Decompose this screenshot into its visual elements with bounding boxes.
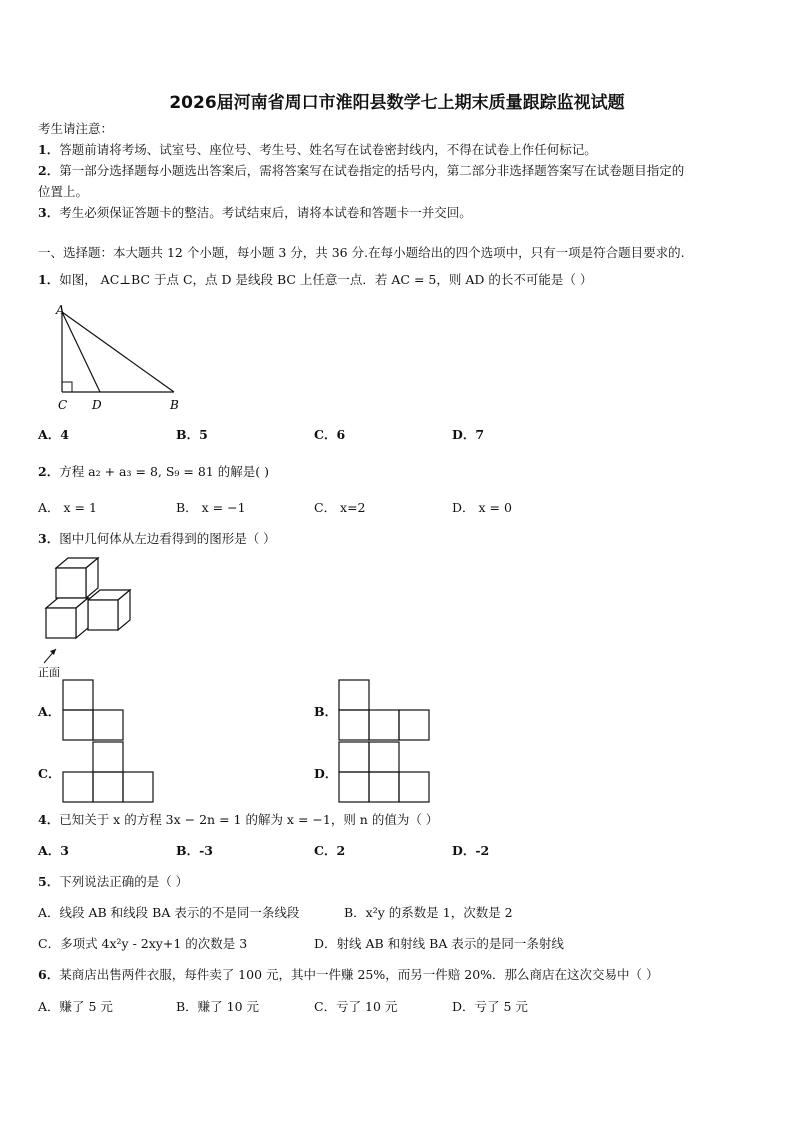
q1-option-b: B．5 (176, 427, 208, 442)
q2-option-b: B． x = −1 (176, 500, 246, 515)
q4-option-b: B．-3 (176, 843, 213, 858)
q2-option-c: C． x=2 (314, 500, 366, 515)
q6-option-b: B．赚了 10 元 (176, 999, 260, 1014)
question-4: 4．已知关于 x 的方程 3x − 2n = 1 的解为 x = −1，则 n 的值为（ ） (38, 812, 439, 827)
q4-option-a: A．3 (38, 843, 69, 858)
q1-option-a: A．4 (38, 427, 69, 442)
q1-option-d: D．7 (452, 427, 485, 442)
q1-option-c: C．6 (314, 427, 346, 442)
q6-option-d: D．亏了 5 元 (452, 999, 528, 1014)
notice-heading: 考生请注意： (38, 121, 114, 136)
q2-option-a: A． x = 1 (38, 500, 97, 515)
q3-cube-figure (38, 555, 168, 680)
fig-label-c: C (58, 398, 68, 412)
notice-item-1: 1．答题前请将考场、试室号、座位号、考生号、姓名写在试卷密封线内，不得在试卷上作任何标记。 (38, 142, 597, 157)
q4-option-c: C．2 (314, 843, 346, 858)
q5-option-c: C．多项式 4x²y - 2xy+1 的次数是 3 (38, 936, 248, 951)
section-heading: 一、选择题：本大题共 12 个小题，每小题 3 分，共 36 分.在每小题给出的四个选项中，只有一项是符合题目要求的. (38, 245, 685, 260)
question-1: 1．如图， AC⊥BC 于点 C，点 D 是线段 BC 上任意一点．若 AC = 5，则 AD 的长不可能是（ ） (38, 272, 593, 287)
q5-option-d: D．射线 AB 和射线 BA 表示的是同一条射线 (314, 936, 564, 951)
q6-option-a: A．赚了 5 元 (38, 999, 113, 1014)
q1-triangle-figure (50, 302, 190, 414)
q2-option-d: D． x = 0 (452, 500, 512, 515)
q3-option-b-figure (338, 679, 430, 741)
q3-option-c-figure (62, 741, 154, 803)
fig-label-d: D (92, 398, 102, 412)
notice-item-3: 3．考生必须保证答题卡的整洁。考试结束后，请将本试卷和答题卡一并交回。 (38, 205, 472, 220)
q5-option-b: B．x²y 的系数是 1，次数是 2 (344, 905, 513, 920)
q3-option-a: A． (38, 704, 61, 719)
fig-label-a: A (56, 303, 65, 317)
notice-item-2-cont: 位置上。 (38, 184, 89, 199)
fig-label-b: B (170, 398, 179, 412)
page-title: 2026届河南省周口市淮阳县数学七上期末质量跟踪监视试题 (169, 93, 625, 113)
q6-option-c: C．亏了 10 元 (314, 999, 398, 1014)
question-6: 6．某商店出售两件衣服，每件卖了 100 元，其中一件赚 25%，而另一件赔 20%．那么商店在这次交易中（ ） (38, 967, 659, 982)
q4-option-d: D．-2 (452, 843, 490, 858)
question-3: 3．图中几何体从左边看得到的图形是（ ） (38, 531, 276, 546)
question-2: 2．方程 a₂ + a₃ = 8, S₉ = 81 的解是( ) (38, 464, 269, 479)
front-label: 正面 (38, 666, 60, 679)
q3-option-d: D． (314, 766, 338, 781)
notice-item-2: 2．第一部分选择题每小题选出答案后，需将答案写在试卷指定的括号内，第二部分非选择题答案写在试卷题目指定的 (38, 163, 685, 178)
q3-option-b: B． (314, 704, 338, 719)
q3-option-a-figure (62, 679, 124, 741)
q5-option-a: A．线段 AB 和线段 BA 表示的不是同一条线段 (38, 905, 300, 920)
question-5: 5．下列说法正确的是（ ） (38, 874, 189, 889)
q3-option-c: C． (38, 766, 61, 781)
q3-option-d-figure (338, 741, 430, 803)
